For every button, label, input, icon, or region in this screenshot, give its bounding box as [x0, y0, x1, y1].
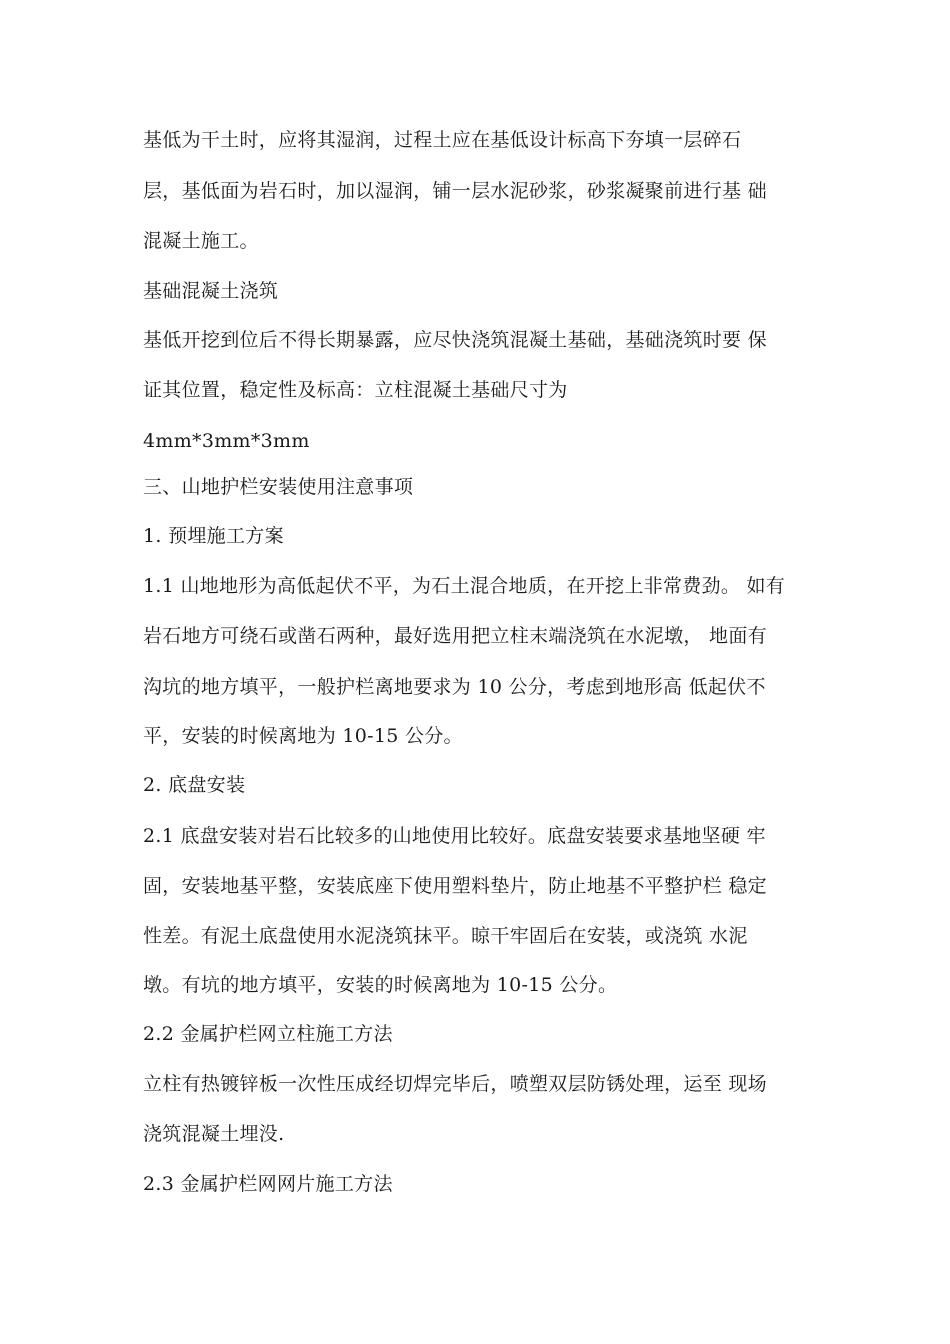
- text-line: 1.1 山地地形为高低起伏不平，为石土混合地质，在开挖上非常费劲。 如有: [143, 575, 786, 597]
- text-line: 混凝土施工。: [143, 230, 259, 252]
- text-line: 浇筑混凝土埋没.: [143, 1123, 285, 1145]
- text-line: 2.1 底盘安装对岩石比较多的山地使用比较好。底盘安装要求基地坚硬 牢: [143, 825, 766, 847]
- text-line: 墩。有坑的地方填平，安装的时候离地为 10-15 公分。: [143, 974, 618, 996]
- text-line: 层，基低面为岩石时，加以湿润，铺一层水泥砂浆，砂浆凝聚前进行基 础: [143, 180, 767, 202]
- section-heading: 基础混凝土浇筑: [143, 280, 279, 302]
- text-line: 平，安装的时候离地为 10-15 公分。: [143, 725, 463, 747]
- text-line: 固，安装地基平整，安装底座下使用塑料垫片，防止地基不平整护栏 稳定: [143, 875, 767, 897]
- text-line: 岩石地方可绕石或凿石两种，最好选用把立柱末端浇筑在水泥墩， 地面有: [143, 625, 767, 647]
- text-line: 4mm*3mm*3mm: [143, 430, 310, 452]
- section-heading: 2. 底盘安装: [143, 774, 246, 796]
- section-heading: 1. 预埋施工方案: [143, 525, 284, 547]
- section-heading: 2.2 金属护栏网立柱施工方法: [143, 1023, 393, 1045]
- text-line: 证其位置，稳定性及标高：立柱混凝土基础尺寸为: [143, 379, 568, 401]
- section-heading: 2.3 金属护栏网网片施工方法: [143, 1173, 393, 1195]
- text-line: 性差。有泥土底盘使用水泥浇筑抹平。晾干牢固后在安装，或浇筑 水泥: [143, 925, 748, 947]
- text-line: 基低为干土时，应将其湿润，过程土应在基低设计标高下夯填一层碎石: [143, 129, 742, 151]
- text-line: 立柱有热镀锌板一次性压成经切焊完毕后，喷塑双层防锈处理，运至 现场: [143, 1073, 767, 1095]
- text-line: 基低开挖到位后不得长期暴露，应尽快浇筑混凝土基础，基础浇筑时要 保: [143, 329, 767, 351]
- text-line: 沟坑的地方填平，一般护栏离地要求为 10 公分，考虑到地形高 低起伏不: [143, 676, 766, 698]
- section-heading: 三、山地护栏安装使用注意事项: [143, 476, 414, 498]
